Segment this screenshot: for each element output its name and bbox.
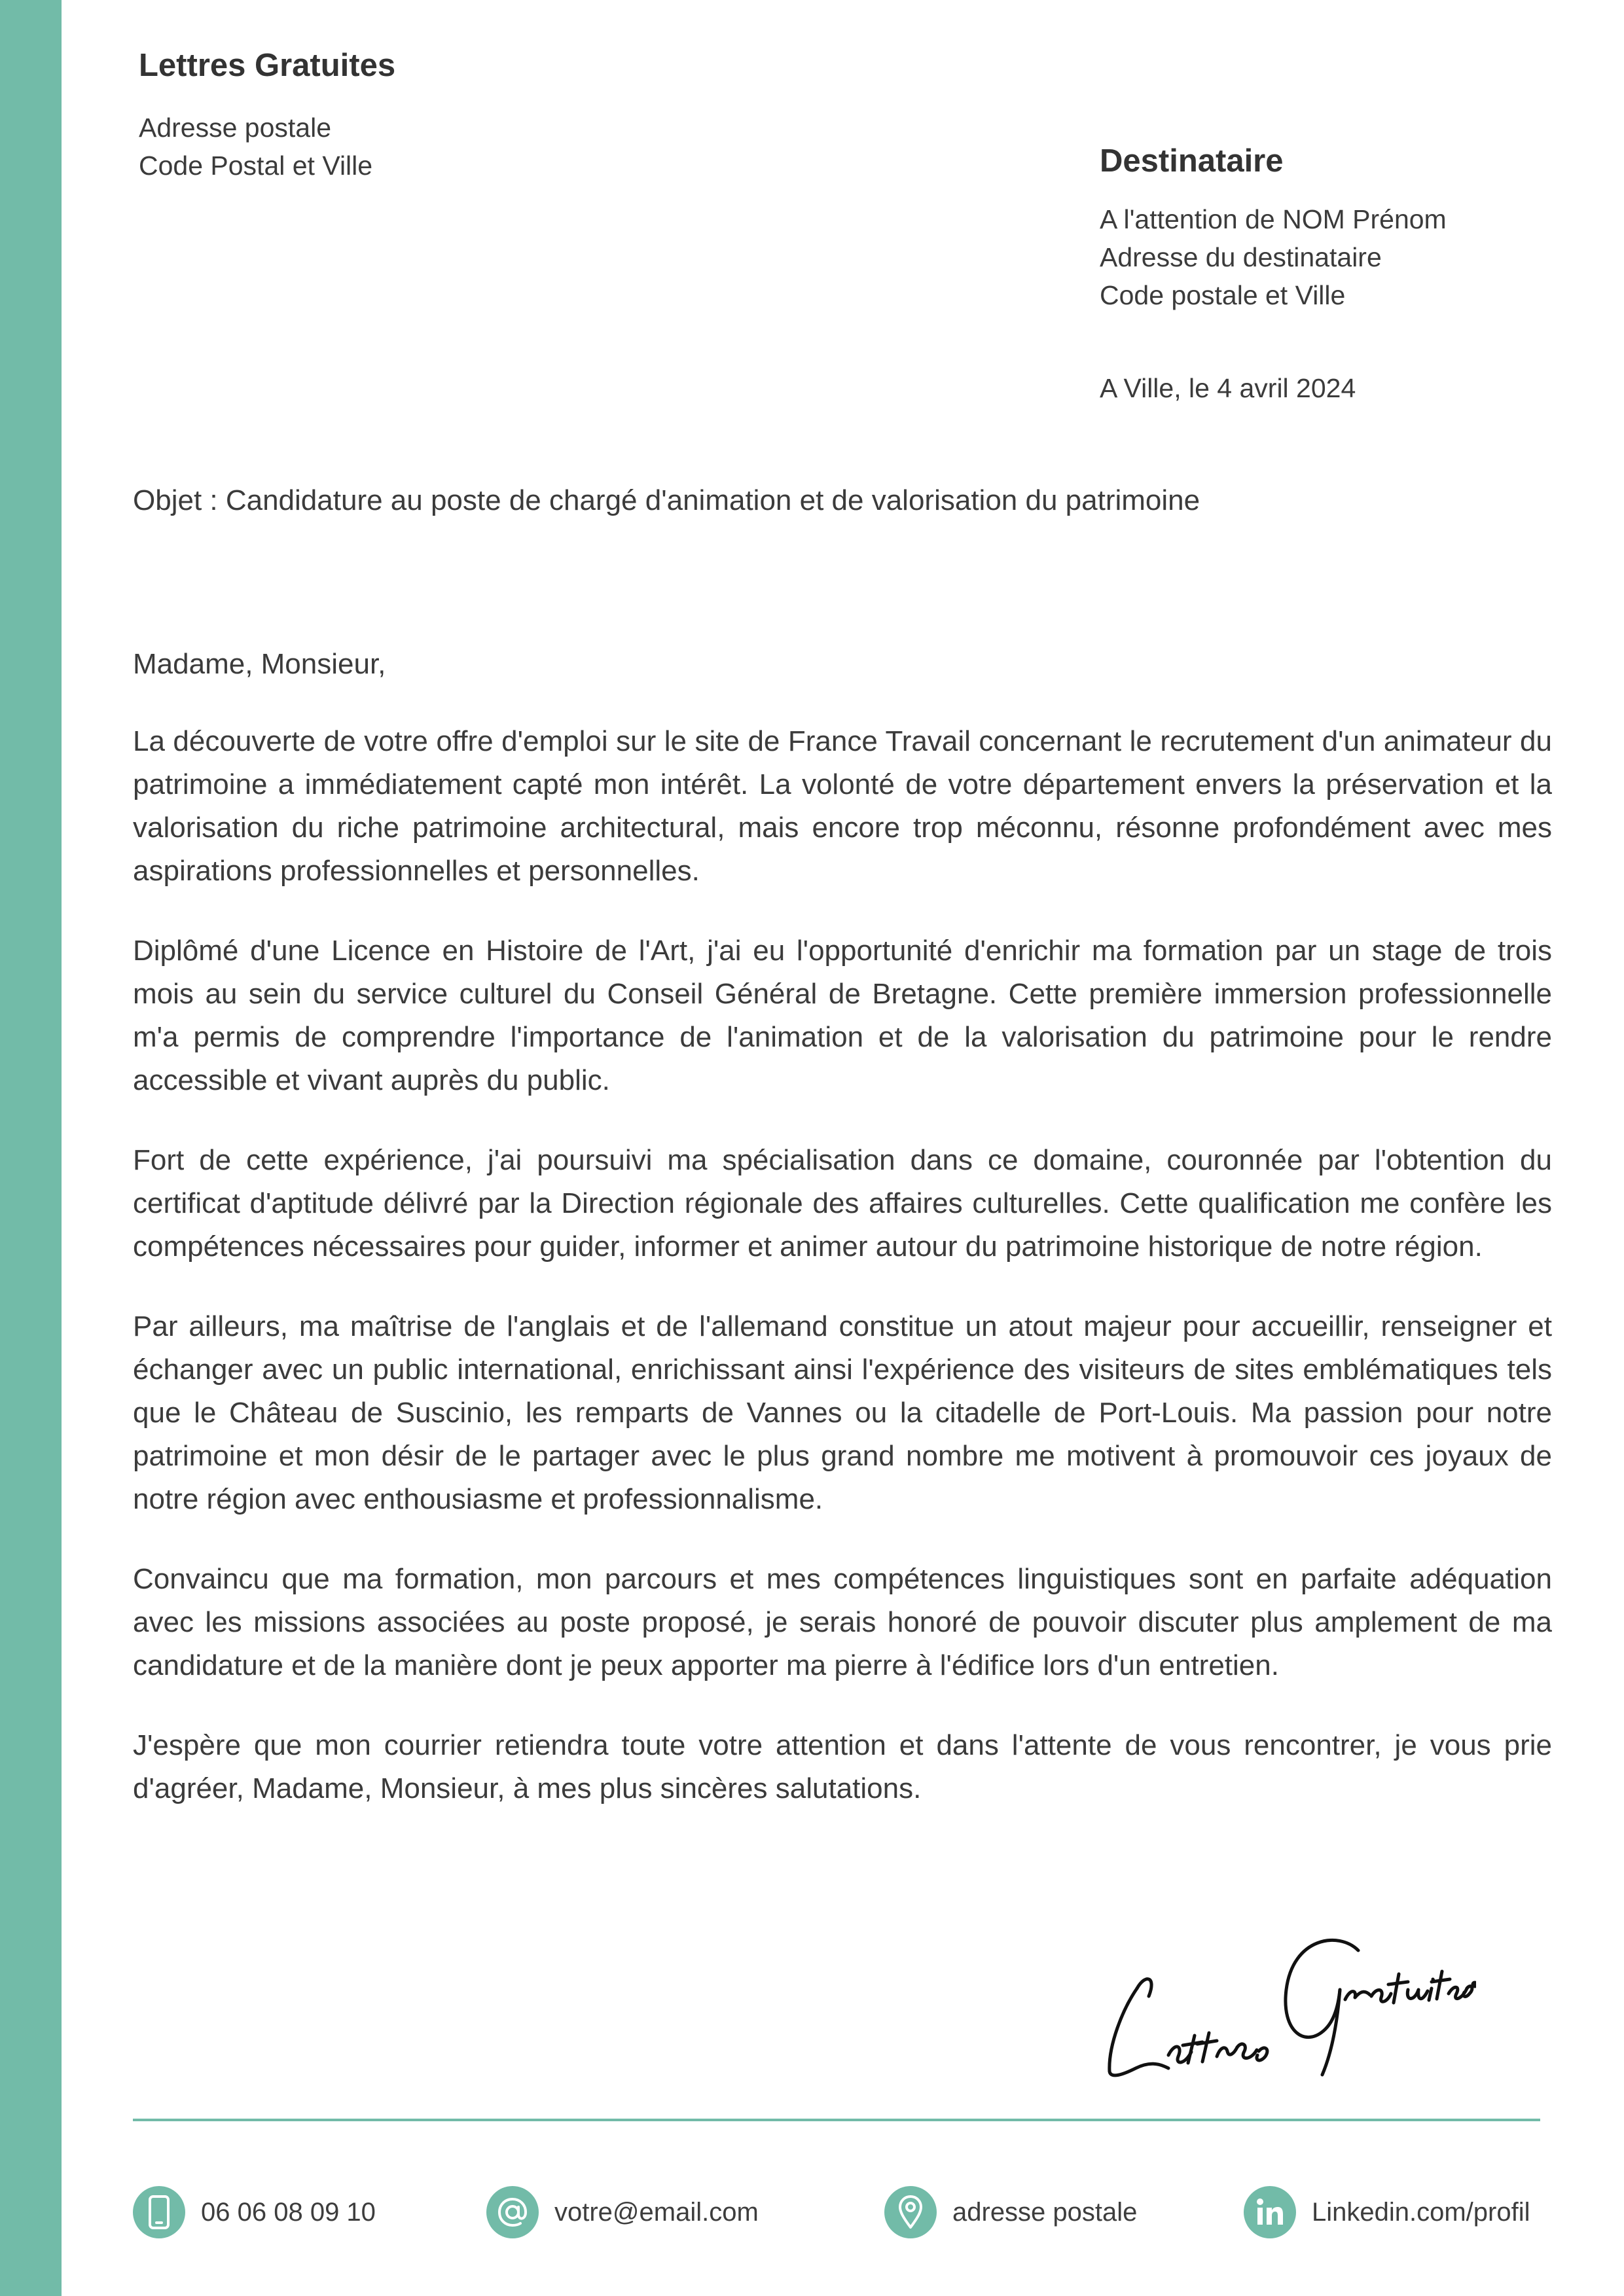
contact-address — [884, 2185, 1137, 2240]
paragraph-5: Convaincu que ma formation, mon parcours et mes compétences linguistiques sont en parfaite adéquation avec les missions associées au poste proposé, je serais honoré de pouvoir discuter plus amplement de ma candidature et de la manière dont je peux apporter ma pierre à l'édifice lors d'un entretien. — [133, 1563, 1552, 1681]
paragraph-6: J'espère que mon courrier retiendra toute votre attention et dans l'attente de vous rencontrer, je vous prie d'agréer, Madame, Monsieur, à mes plus sincères salutations. — [133, 1729, 1552, 1804]
paragraph-2: Diplômé d'une Licence en Histoire de l'Art, j'ai eu l'opportunité d'enrichir ma formation par un stage de trois mois au sein du service culturel du Conseil Général de Bretagne. Cette première immersion professionnelle m'a permis de comprendre l'importance de l'animation et de la valorisation du patrimoine pour le rendre accessible et vivant auprès du public. — [133, 935, 1552, 1096]
phone-icon — [133, 2186, 185, 2238]
at-icon — [486, 2186, 539, 2238]
side-accent-bar — [0, 0, 62, 2296]
salutation: Madame, Monsieur, — [133, 648, 386, 680]
sender-address: Adresse postale — [139, 113, 332, 143]
phone-number: 06 06 08 09 10 — [201, 2197, 376, 2227]
paragraph-3: Fort de cette expérience, j'ai poursuivi ma spécialisation dans ce domaine, couronnée par l'obtention du certificat d'aptitude délivré par la Direction régionale des affaires culturelles. Cette qualification me confère les compétences nécessaires pour guider, informer et animer autour du patrimoine historique de notre région. — [133, 1144, 1552, 1263]
location-pin-icon — [884, 2186, 937, 2238]
letter-subject: Objet : Candidature au poste de chargé d'animation et de valorisation du patrimoine — [133, 484, 1200, 516]
contact-email — [486, 2185, 759, 2240]
recipient-block — [1100, 143, 1447, 314]
linkedin-url[interactable]: Linkedin.com/profil — [1312, 2197, 1530, 2227]
letter-date: A Ville, le 4 avril 2024 — [1100, 373, 1356, 403]
handwritten-signature — [1096, 1911, 1476, 2081]
sender-name: Lettres Gratuites — [139, 48, 396, 83]
linkedin-icon — [1244, 2186, 1296, 2238]
footer-divider — [133, 2119, 1540, 2121]
recipient-address: Adresse du destinataire — [1100, 242, 1382, 272]
postal-address: adresse postale — [952, 2197, 1138, 2227]
paragraph-1: La découverte de votre offre d'emploi sur le site de France Travail concernant le recrutement d'un animateur du patrimoine a immédiatement capté mon intérêt. La volonté de votre département envers la préservation et la valorisation du riche patrimoine architectural, mais encore trop méconnu, résonne profondément avec mes aspirations professionnelles et personnelles. — [133, 725, 1552, 887]
paragraph-4: Par ailleurs, ma maîtrise de l'anglais et de l'allemand constitue un atout majeur pour accueillir, renseigner et échanger avec un public international, enrichissant ainsi l'expérience des visiteurs de sites emblématiques tels que le Château de Suscinio, les remparts de Vannes ou la citadelle de Port-Louis. Ma passion pour notre patrimoine et mon désir de le partager avec le plus grand nombre me motivent à promouvoir ces joyaux de notre région avec enthousiasme et professionnalisme. — [133, 1310, 1552, 1515]
contact-phone — [133, 2185, 376, 2240]
recipient-title: Destinataire — [1100, 143, 1284, 179]
contact-footer — [133, 2185, 1560, 2244]
email-address[interactable]: votre@email.com — [554, 2197, 759, 2227]
sender-block — [139, 47, 395, 185]
sender-city: Code Postal et Ville — [139, 151, 373, 181]
recipient-city: Code postale et Ville — [1100, 280, 1346, 310]
letter-body — [133, 643, 1552, 1847]
recipient-attention: A l'attention de NOM Prénom — [1100, 204, 1447, 234]
contact-linkedin — [1244, 2185, 1530, 2240]
